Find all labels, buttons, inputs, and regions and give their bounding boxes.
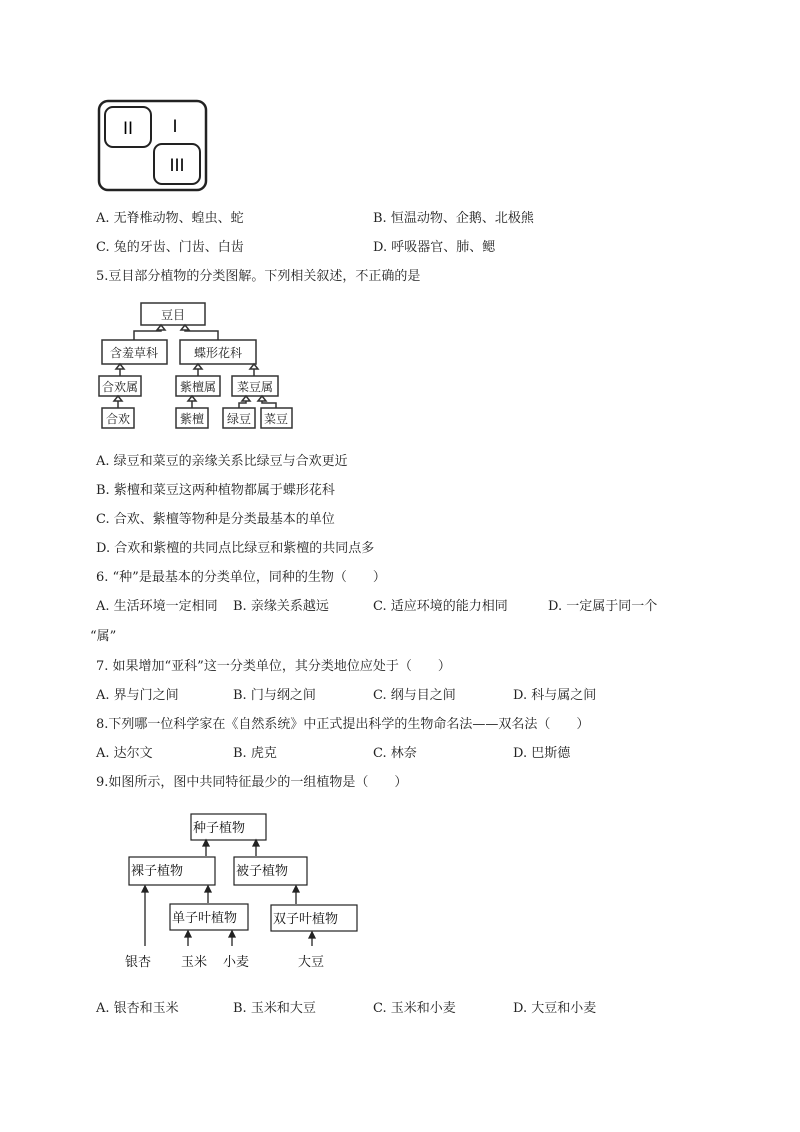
label-genus-2: 紫檀属 — [179, 380, 217, 394]
q4-option-d: D. 呼吸器官、肺、鳃 — [373, 240, 496, 255]
q6-option-d: D. 一定属于同一个 — [548, 599, 658, 614]
label-ginkgo: 银杏 — [125, 955, 152, 970]
q5-option-c: C. 合欢、紫檀等物种是分类最基本的单位 — [96, 512, 335, 527]
label-monocot: 单子叶植物 — [172, 911, 238, 926]
label-gymnosperm: 裸子植物 — [131, 864, 184, 879]
q4-diagram — [96, 98, 210, 194]
label-species-1: 合欢 — [105, 412, 131, 426]
q8-option-c: C. 林奈 — [373, 746, 417, 761]
label-genus-3: 菜豆属 — [236, 380, 274, 394]
label-order: 豆目 — [160, 308, 186, 322]
label-seed-plants: 种子植物 — [193, 821, 246, 836]
q8-option-a: A. 达尔文 — [96, 746, 153, 761]
q6-option-a: A. 生活环境一定相同 — [96, 599, 218, 614]
q6-continuation: “属” — [90, 629, 117, 644]
label-species-4: 菜豆 — [263, 412, 289, 426]
label-soybean: 大豆 — [298, 955, 325, 970]
q7-option-a: A. 界与门之间 — [96, 688, 179, 703]
label-family-1: 含羞草科 — [109, 346, 159, 360]
q4-option-b: B. 恒温动物、企鹅、北极熊 — [373, 211, 534, 226]
q9-option-a: A. 银杏和玉米 — [96, 1001, 179, 1016]
q7-option-b: B. 门与纲之间 — [233, 688, 316, 703]
label-corn: 玉米 — [181, 955, 208, 970]
label-genus-1: 合欢属 — [101, 380, 139, 394]
label-family-2: 蝶形花科 — [193, 346, 243, 360]
label-angiosperm: 被子植物 — [236, 864, 289, 879]
label-left: II — [122, 119, 134, 139]
q4-option-a: A. 无脊椎动物、蝗虫、蛇 — [96, 211, 244, 226]
q9-diagram — [120, 810, 370, 975]
label-right: III — [169, 156, 185, 176]
q8-stem: 8.下列哪一位科学家在《自然系统》中正式提出科学的生物命名法——双名法（ ） — [96, 717, 590, 732]
q7-option-c: C. 纲与目之间 — [373, 688, 456, 703]
q6-option-c: C. 适应环境的能力相同 — [373, 599, 508, 614]
q6-stem: 6. “种”是最基本的分类单位，同种的生物（ ） — [96, 570, 386, 585]
q5-option-b: B. 紫檀和菜豆这两种植物都属于蝶形花科 — [96, 483, 335, 498]
q5-option-a: A. 绿豆和菜豆的亲缘关系比绿豆与合欢更近 — [96, 454, 348, 469]
label-species-2: 紫檀 — [179, 412, 205, 426]
q5-diagram — [96, 300, 296, 430]
outer-box — [99, 101, 206, 190]
label-species-3: 绿豆 — [226, 412, 252, 426]
q5-option-d: D. 合欢和紫檀的共同点比绿豆和紫檀的共同点多 — [96, 541, 375, 556]
label-dicot: 双子叶植物 — [273, 912, 339, 927]
label-wheat: 小麦 — [223, 955, 250, 970]
q6-option-b: B. 亲缘关系越远 — [233, 599, 329, 614]
q7-stem: 7. 如果增加“亚科”这一分类单位，其分类地位应处于（ ） — [96, 659, 451, 674]
q8-option-b: B. 虎克 — [233, 746, 277, 761]
label-outer: I — [172, 117, 178, 137]
q8-option-d: D. 巴斯德 — [513, 746, 571, 761]
q7-option-d: D. 科与属之间 — [513, 688, 597, 703]
q5-stem: 5.豆目部分植物的分类图解。下列相关叙述，不正确的是 — [96, 269, 421, 284]
q9-stem: 9.如图所示，图中共同特征最少的一组植物是（ ） — [96, 775, 408, 790]
q9-option-c: C. 玉米和小麦 — [373, 1001, 456, 1016]
q9-option-d: D. 大豆和小麦 — [513, 1001, 597, 1016]
q9-option-b: B. 玉米和大豆 — [233, 1001, 316, 1016]
q4-option-c: C. 兔的牙齿、门齿、白齿 — [96, 240, 244, 255]
